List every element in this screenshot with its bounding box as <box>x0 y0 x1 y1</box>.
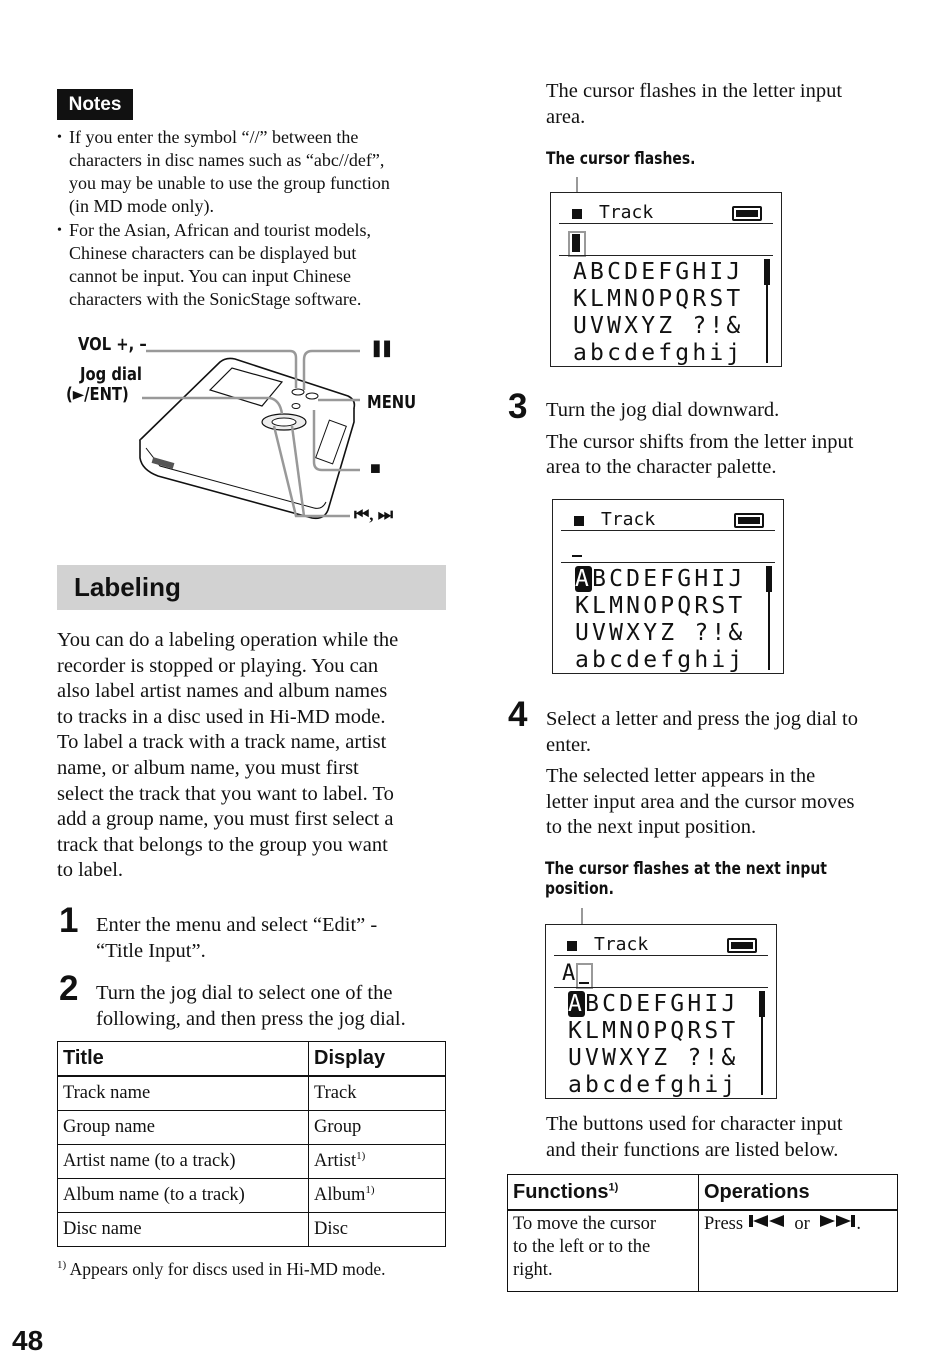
pause-icon: ❚❚ <box>370 340 391 357</box>
intro-line: track that belongs to the group you want <box>57 833 388 856</box>
cell-text: Artist <box>314 1151 357 1172</box>
cell-text: or <box>794 1214 810 1234</box>
row-rest: BCDEFGHIJ <box>585 991 739 1017</box>
table-cell <box>309 1076 446 1111</box>
palette-row: ABCDEFGHIJ <box>573 259 744 285</box>
palette-row: KLMNOPQRST <box>573 286 744 312</box>
table-header-row <box>58 1042 446 1077</box>
battery-icon <box>734 513 764 528</box>
cell-text: Disc <box>314 1219 348 1239</box>
table-header-functions <box>508 1175 699 1211</box>
step-2-text <box>96 981 456 1032</box>
intro-line: area. <box>546 105 586 128</box>
track-label: Track <box>594 934 649 955</box>
step-line: Turn the jog dial to select one of the <box>96 982 393 1004</box>
footnote-mark: 1) <box>356 1150 366 1163</box>
footnote-marker: 1) <box>57 1259 67 1272</box>
caption-next-input <box>545 859 827 899</box>
note-line: • If you enter the symbol “//” between the <box>69 127 359 147</box>
jog-dial-label: Jog dial <box>80 364 142 385</box>
table-cell: Artist name (to a track) <box>58 1145 309 1179</box>
cell-text: Group <box>314 1117 362 1137</box>
table-cell: Group name <box>58 1111 309 1145</box>
track-label: Track <box>601 509 656 530</box>
step-1-text <box>96 913 456 964</box>
cursor-intro <box>546 79 906 130</box>
table-header-display: Display <box>309 1042 446 1077</box>
device-illustration <box>60 330 450 530</box>
menu-label: MENU <box>367 392 417 413</box>
vol-label: VOL +, – <box>78 334 147 355</box>
cursor-underscore <box>579 982 589 984</box>
caption-cursor-flashes: The cursor flashes. <box>546 149 696 169</box>
table-cell-function <box>508 1210 699 1292</box>
table-cell <box>309 1111 446 1145</box>
note-line: Chinese characters can be displayed but <box>69 243 357 263</box>
highlighted-letter: A <box>575 566 593 592</box>
step-line: The cursor shifts from the letter input <box>546 430 854 453</box>
footnote-mark: 1) <box>365 1184 375 1197</box>
jog-ent-label: (►/ENT) <box>66 384 129 405</box>
intro-line: The buttons used for character input <box>546 1113 843 1135</box>
stop-icon <box>572 209 582 219</box>
table-row <box>58 1145 446 1179</box>
step-3-text <box>546 398 906 481</box>
footnote-text: Appears only for discs used in Hi-MD mode. <box>69 1259 386 1279</box>
table-row <box>58 1111 446 1145</box>
footnote-mark: 1) <box>608 1180 619 1193</box>
cell-text: . <box>856 1214 861 1234</box>
intro-line: The cursor flashes in the letter input <box>546 80 843 102</box>
palette-row: UVWXYZ ?!& <box>573 313 744 339</box>
cell-text: Track <box>314 1083 357 1103</box>
table-row <box>58 1076 446 1111</box>
cell-text: Album <box>314 1185 366 1206</box>
table-cell <box>309 1179 446 1213</box>
palette-row <box>575 566 746 593</box>
scrollbar-thumb <box>766 566 772 592</box>
footnote <box>57 1259 386 1280</box>
table-row <box>58 1179 446 1213</box>
step-line: letter input area and the cursor moves <box>546 790 855 813</box>
table-row <box>508 1210 898 1292</box>
intro-line: to label. <box>57 859 124 882</box>
note-item-2 <box>57 219 459 311</box>
cell-line: to the left or to the <box>513 1237 651 1257</box>
table-cell: Disc name <box>58 1213 309 1247</box>
track-label: Track <box>599 202 654 223</box>
table-header-operations: Operations <box>699 1175 898 1211</box>
step-line: area to the character palette. <box>546 456 777 479</box>
table-cell <box>309 1213 446 1247</box>
palette-row <box>568 991 739 1018</box>
table-header-title: Title <box>58 1042 309 1077</box>
table-cell <box>309 1145 446 1179</box>
input-letter: A <box>562 961 576 986</box>
palette-row: UVWXYZ ?!& <box>568 1045 739 1071</box>
table-cell-operation <box>699 1210 898 1292</box>
battery-icon <box>727 938 757 953</box>
intro-line: also label artist names and album names <box>57 680 388 703</box>
step-line: Turn the jog dial downward. <box>546 399 780 421</box>
intro-line: To label a track with a track name, artist <box>57 731 387 754</box>
note-line: you may be unable to use the group function <box>69 173 390 193</box>
header-rule <box>559 223 773 224</box>
header-rule <box>554 955 768 956</box>
step-line: “Title Input”. <box>96 939 206 962</box>
step-line: The selected letter appears in the <box>546 765 816 788</box>
input-rule <box>559 255 773 256</box>
input-rule <box>554 987 768 988</box>
cell-line: To move the cursor <box>513 1214 657 1234</box>
step-line: following, and then press the jog dial. <box>96 1007 406 1030</box>
intro-line: select the track that you want to label. To <box>57 782 394 805</box>
battery-icon <box>732 206 762 221</box>
note-line: characters in disc names such as “abc//def”, <box>69 150 385 170</box>
palette-row: KLMNOPQRST <box>568 1018 739 1044</box>
scrollbar-thumb <box>759 991 765 1017</box>
lcd-screen-2 <box>552 499 784 674</box>
note-line: characters with the SonicStage software. <box>69 289 362 309</box>
step-4-text <box>546 707 906 841</box>
step-2-number: 2 <box>59 969 79 1008</box>
step-line: Select a letter and press the jog dial to <box>546 708 858 730</box>
table-cell: Track name <box>58 1076 309 1111</box>
intro-line: recorder is stopped or playing. You can <box>57 654 379 677</box>
header-rule <box>561 530 775 531</box>
palette-row: KLMNOPQRST <box>575 593 746 619</box>
next-track-icon <box>818 1213 856 1236</box>
step-line: enter. <box>546 733 591 756</box>
palette-row: UVWXYZ ?!& <box>575 620 746 646</box>
step-line: to the next input position. <box>546 816 757 839</box>
scrollbar-thumb <box>764 259 770 285</box>
step-1-number: 1 <box>59 901 79 940</box>
lcd-screen-1 <box>550 192 782 367</box>
step-4-number: 4 <box>508 695 528 734</box>
note-item-1 <box>57 126 459 218</box>
stop-icon <box>567 941 577 951</box>
lcd-screen-3 <box>545 924 777 1099</box>
palette-row: abcdefghij <box>568 1072 739 1098</box>
note-line: • For the Asian, African and tourist models, <box>69 220 371 240</box>
header-text: Functions <box>513 1180 609 1203</box>
stop-icon <box>574 516 584 526</box>
intro-line: add a group name, you must first select a <box>57 808 394 831</box>
table-header-row <box>508 1175 898 1211</box>
title-display-table <box>57 1041 446 1247</box>
cell-line: right. <box>513 1260 553 1280</box>
input-underscore <box>572 555 582 557</box>
step-line: Enter the menu and select “Edit” - <box>96 914 378 936</box>
table-cell: Album name (to a track) <box>58 1179 309 1213</box>
table-row <box>58 1213 446 1247</box>
cursor-block <box>572 234 580 252</box>
notes-badge: Notes <box>57 89 133 120</box>
labeling-intro <box>57 628 457 884</box>
palette-row: abcdefghij <box>575 647 746 673</box>
md-recorder-drawing <box>60 330 450 530</box>
intro-line: You can do a labeling operation while the <box>57 629 399 651</box>
stop-icon: ■ <box>370 458 381 478</box>
highlighted-letter: A <box>568 991 586 1017</box>
intro-line: name, or album name, you must first <box>57 756 359 779</box>
skip-icons: ⏮, ⏭ <box>354 505 394 524</box>
caption-line: The cursor flashes at the next input <box>545 859 827 879</box>
step-3-number: 3 <box>508 387 528 426</box>
cell-text: Press <box>704 1214 744 1234</box>
functions-operations-table <box>507 1174 898 1292</box>
input-rule <box>561 562 775 563</box>
section-title: Labeling <box>74 572 181 602</box>
palette-row: abcdefghij <box>573 340 744 366</box>
note-line: (in MD mode only). <box>69 196 214 216</box>
row-rest: BCDEFGHIJ <box>592 566 746 592</box>
previous-track-icon <box>748 1213 786 1236</box>
note-line: cannot be input. You can input Chinese <box>69 266 351 286</box>
intro-line: to tracks in a disc used in Hi-MD mode. <box>57 705 386 728</box>
page-number: 48 <box>12 1325 44 1356</box>
cursor-box <box>576 963 593 989</box>
buttons-intro <box>546 1112 906 1163</box>
caption-line: position. <box>545 879 614 899</box>
intro-line: and their functions are listed below. <box>546 1138 839 1161</box>
